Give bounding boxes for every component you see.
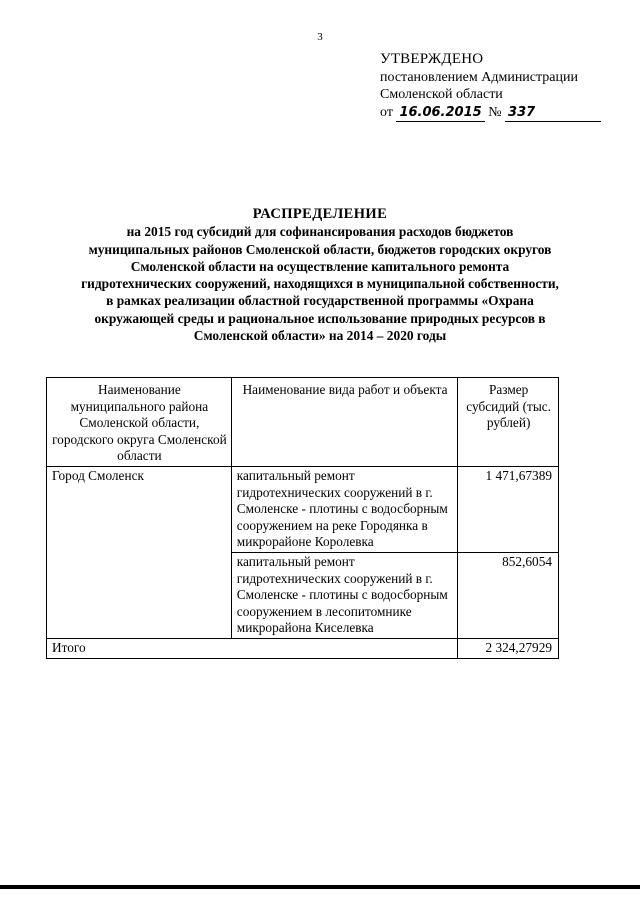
header-amount: Размер субсидий (тыс. рублей) (458, 378, 559, 467)
approval-date-line (380, 104, 601, 123)
scan-edge-bar (0, 885, 640, 889)
approval-line-2: Смоленской области (380, 87, 503, 102)
approval-heading: УТВЕРЖДЕНО (380, 51, 484, 67)
header-work: Наименование вида работ и объекта (231, 378, 457, 467)
table-header-row (47, 378, 559, 467)
cell-amount: 852,6054 (458, 552, 559, 638)
title-main: РАСПРЕДЕЛЕНИЕ (252, 206, 388, 222)
approval-number: 337 (508, 104, 536, 120)
cell-amount: 1 471,67389 (458, 466, 559, 552)
subsidy-distribution-table (46, 377, 559, 659)
table-total-row (47, 638, 559, 658)
cell-work: капитальный ремонт гидротехнических сооружений в г. Смоленске - плотины с водосборным сооружением на реке Городянка в микрорайоне Королевка (231, 466, 457, 552)
title-line: на 2015 год субсидий для софинансирования расходов бюджетов (126, 224, 514, 240)
cell-work: капитальный ремонт гидротехнических сооружений в г. Смоленске - плотины с водосборным сооружением в лесопитомнике микрорайона Киселевка (231, 552, 457, 638)
title-line: в рамках реализации областной государственной программы «Охрана (106, 293, 534, 309)
title-line: Смоленской области» на 2014 – 2020 годы (193, 328, 447, 344)
date-prefix: от (380, 104, 393, 120)
cell-municipality: Город Смоленск (47, 466, 232, 638)
title-line: муниципальных районов Смоленской области, бюджетов городских округов (88, 241, 552, 257)
approval-stamp (380, 51, 601, 122)
title-line: окружающей среды и рациональное использование природных ресурсов в (94, 310, 546, 326)
total-label: Итого (47, 638, 458, 658)
document-title (40, 206, 600, 344)
approval-line-1: постановлением Администрации (380, 69, 578, 85)
approval-date: 16.06.2015 (399, 104, 482, 120)
page-number: 3 (317, 31, 323, 43)
total-value: 2 324,27929 (458, 638, 559, 658)
title-line: гидротехнических сооружений, находящихся в муниципальной собственности, (81, 276, 559, 292)
table-row (47, 466, 559, 552)
number-prefix: № (488, 104, 502, 120)
header-municipality: Наименование муниципального района Смоленской области, городского округа Смоленской области (47, 378, 232, 467)
title-line: Смоленской области на осуществление капитального ремонта (130, 258, 510, 274)
